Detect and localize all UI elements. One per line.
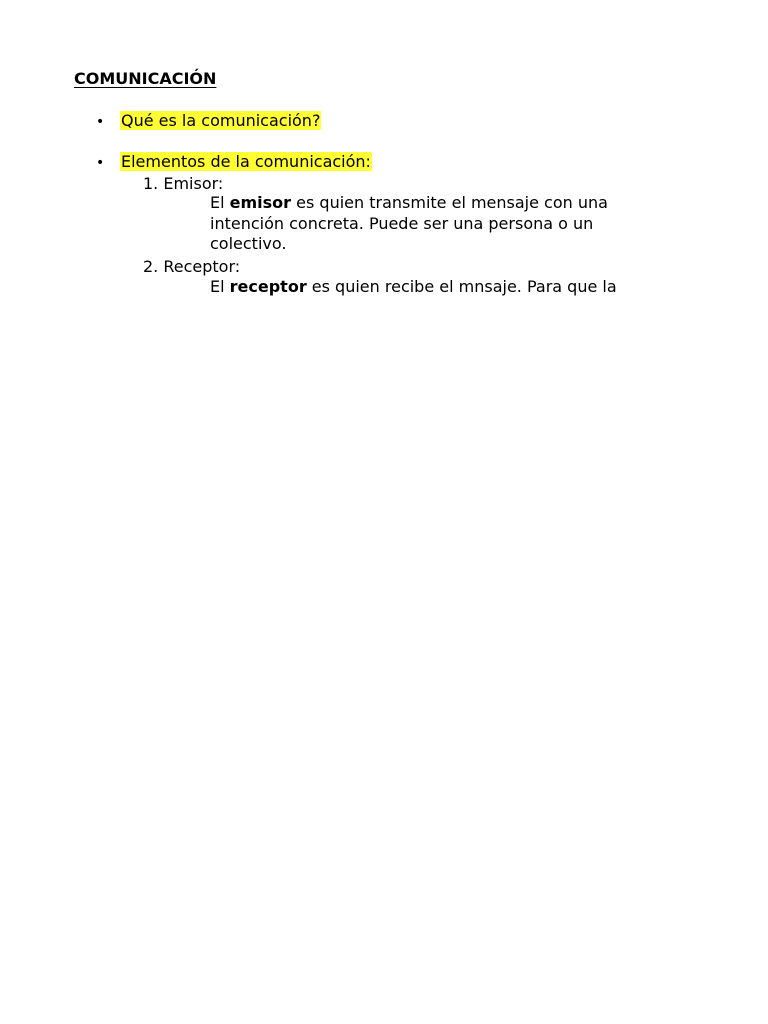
paragraph-emisor (210, 193, 680, 255)
document-title: COMUNICACIÓN (74, 69, 217, 88)
paragraph-line: colectivo. (210, 234, 287, 253)
text-run: El (210, 277, 230, 296)
bullet-item-que-es (96, 110, 321, 132)
paragraph-line (210, 277, 680, 298)
bullet-item-elementos (96, 151, 372, 173)
paragraph-line (210, 193, 680, 214)
paragraph-receptor (210, 277, 680, 298)
bullet-icon: • (96, 114, 105, 130)
bold-term: receptor (229, 277, 307, 296)
paragraph-line: intención concreta. Puede ser una persona o un (210, 213, 594, 233)
text-run: es quien recibe el mnsaje. Para que la (306, 277, 617, 296)
highlighted-text: Elementos de la comunicación: (121, 152, 371, 171)
bullet-icon: • (96, 155, 105, 171)
bold-term: emisor (229, 193, 292, 212)
text-run: es quien transmite el mensaje con una (291, 193, 608, 212)
numbered-item-emisor: 1. Emisor: (143, 174, 224, 193)
highlighted-text: Qué es la comunicación? (121, 111, 321, 130)
text-run: El (210, 193, 230, 212)
numbered-item-receptor: 2. Receptor: (143, 257, 241, 276)
